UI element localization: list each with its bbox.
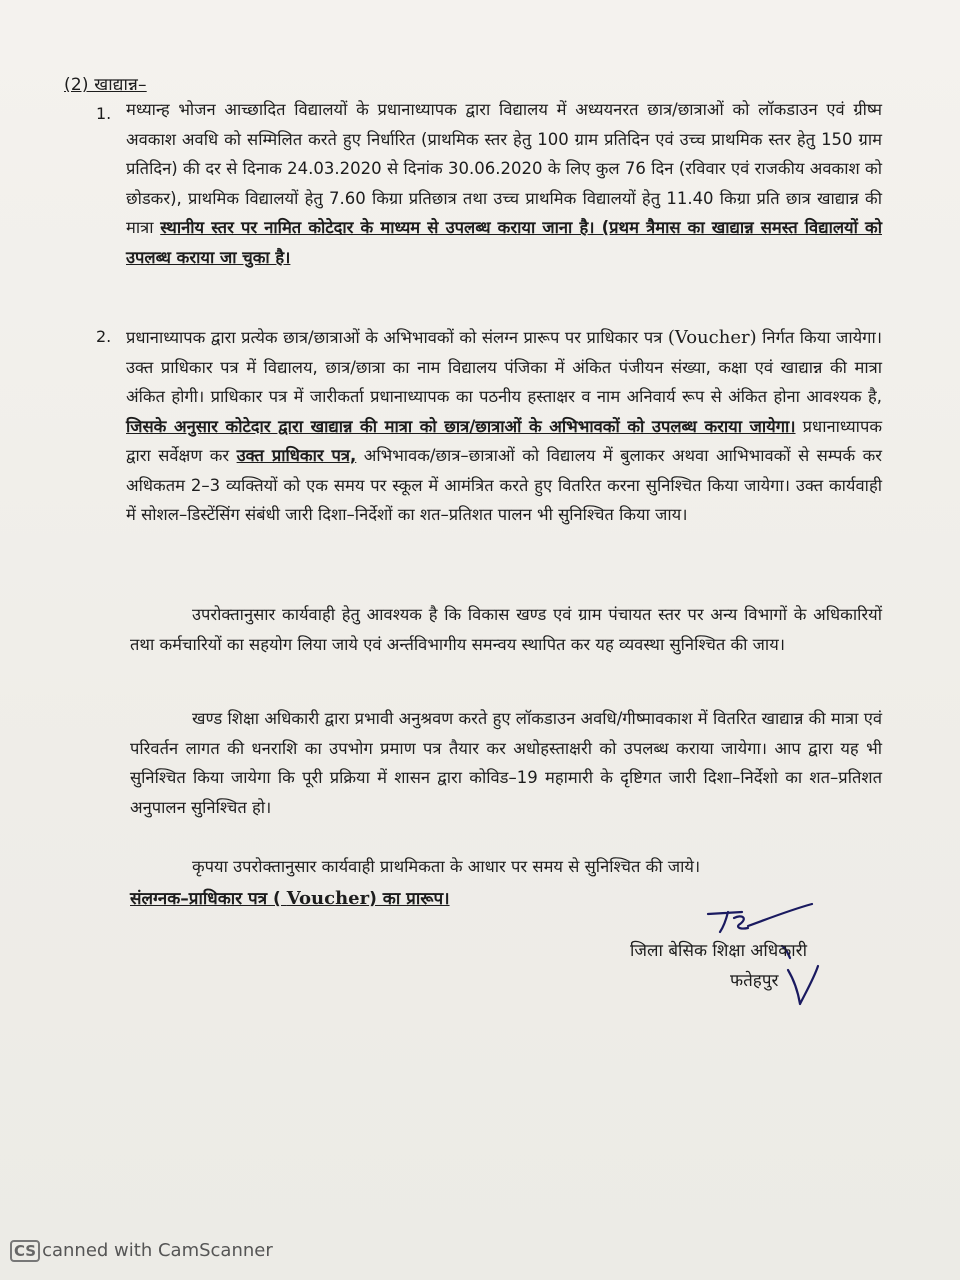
signatory-location: फतेहपुर <box>730 971 779 991</box>
item-2-paragraph <box>126 323 882 530</box>
attachment-prefix: संलग्नक–प्राधिकार पत्र ( <box>130 889 287 909</box>
watermark-text: canned with CamScanner <box>42 1240 273 1261</box>
item-2-text-b: निर्गत किया जायेगा। उक्त प्राधिकार पत्र में विद्यालय, छात्र/छात्रा का नाम विद्यालय पंजिका में अंकित पंजीयन संख्या, कक्षा एवं खाद्यान्न की मात्रा अंकित होगी। प्राधिकार पत्र में जारीकर्ता प्रधानाध्यापक का पठनीय हस्ताक्षर व नाम अनिवार्य रूप से अंकित होना आवश्यक है, <box>126 328 883 406</box>
item-1-bold-text: स्थानीय स्तर पर नामित कोटेदार के माध्यम से उपलब्ध कराया जाना है। (प्रथम त्रैमास का खाद्यान्न समस्त विद्यालयों को उपलब्ध कराया जा चुका है। <box>126 218 882 267</box>
item-2-bold-text: जिसके अनुसार कोटेदार द्वारा खाद्यान्न की मात्रा को छात्र/छात्राओं के अभिभावकों को उपलब्ध कराया जायेगा। <box>126 416 796 436</box>
paragraph-monitoring: खण्ड शिक्षा अधिकारी द्वारा प्रभावी अनुश्रवण करते हुए लॉकडाउन अवधि/गीष्मावकाश में वितरित खाद्यान्न की मात्रा एवं परिवर्तन लागत की धनराशि का उपभोग प्रमाण पत्र तैयार कर अधोहस्ताक्षरी को उपलब्ध कराया जायेगा। आप द्वारा यह भी सुनिश्चित किया जायेगा कि पूरी प्रक्रिया में शासन द्वारा कोविड–19 महामारी के दृष्टिगत जारी दिशा–निर्देशो का शत–प्रतिशत अनुपालन सुनिश्चित हो। <box>130 709 882 817</box>
item-2-text-c: प्रधानाध्यापक द्वारा सर्वेक्षण कर <box>126 416 882 465</box>
item-2-text-d: अभिभावक/छात्र–छात्राओं को विद्यालय में बुलाकर अथवा आभिभावकों से सम्पर्क कर अधिकतम 2–3 व्यक्तियों को एक समय पर स्कूल में आमंत्रित करते हुए वितरित करना सुनिश्चित किया जायेगा। उक्त कार्यवाही में सोशल–डिस्टेंसिंग संबंधी जारी दिशा–निर्देशों का शत–प्रतिशत पालन भी सुनिश्चित किया जाय। <box>126 446 882 524</box>
paragraph-request: कृपया उपरोक्तानुसार कार्यवाही प्राथमिकता के आधार पर समय से सुनिश्चित की जाये। <box>192 857 701 876</box>
item-1-text: मध्यान्ह भोजन आच्छादित विद्यालयों के प्रधानाध्यापक द्वारा विद्यालय में अध्ययनरत छात्र/छात्राओं को लॉकडाउन एवं ग्रीष्म अवकाश अवधि को सम्मिलित करते हुए निर्धारित (प्राथमिक स्तर हेतु 100 ग्राम प्रतिदिन एवं उच्च प्राथमिक स्तर हेतु 150 ग्राम प्रतिदिन) की दर से दिनाक 24.03.2020 से दिनांक 30.06.2020 के लिए कुल 76 दिन (रविवार एवं राजकीय अवकाश को छोडकर), प्राथमिक विद्यालयों हेतु 7.60 किग्रा प्रतिछात्र तथा उच्च प्राथमिक विद्यालयों हेतु 11.40 किग्रा प्रति छात्र खाद्यान्न की मात्रा <box>126 100 882 237</box>
item-number: 2. <box>96 327 112 346</box>
section-heading: (2) खाद्यान्न– <box>64 75 147 95</box>
camscanner-logo-icon: CS <box>10 1240 40 1262</box>
scanner-watermark <box>10 1240 273 1262</box>
item-2-text-a: प्रधानाध्यापक द्वारा प्रत्येक छात्र/छात्राओं के अभिभावकों को संलग्न प्रारूप पर प्राधिकार पत्र <box>126 328 663 347</box>
item-1-paragraph <box>126 95 882 272</box>
paragraph-coordination: उपरोक्तानुसार कार्यवाही हेतु आवश्यक है कि विकास खण्ड एवं ग्राम पंचायत स्तर पर अन्य विभागों के अधिकारियों तथा कर्मचारियों का सहयोग लिया जाये एवं अर्न्तविभागीय समन्वय स्थापित कर यह व्यवस्था सुनिश्चित की जाय। <box>130 605 882 654</box>
item-number: 1. <box>96 104 112 123</box>
attachment-suffix: ) का प्रारूप। <box>369 889 450 909</box>
attachment-note <box>130 886 450 909</box>
voucher-term: (Voucher) <box>667 327 757 348</box>
item-2-bold-text-2: उक्त प्राधिकार पत्र, <box>236 446 357 465</box>
attachment-voucher: Voucher <box>286 888 370 909</box>
signatory-designation: जिला बेसिक शिक्षा अधिकारी <box>630 941 808 961</box>
